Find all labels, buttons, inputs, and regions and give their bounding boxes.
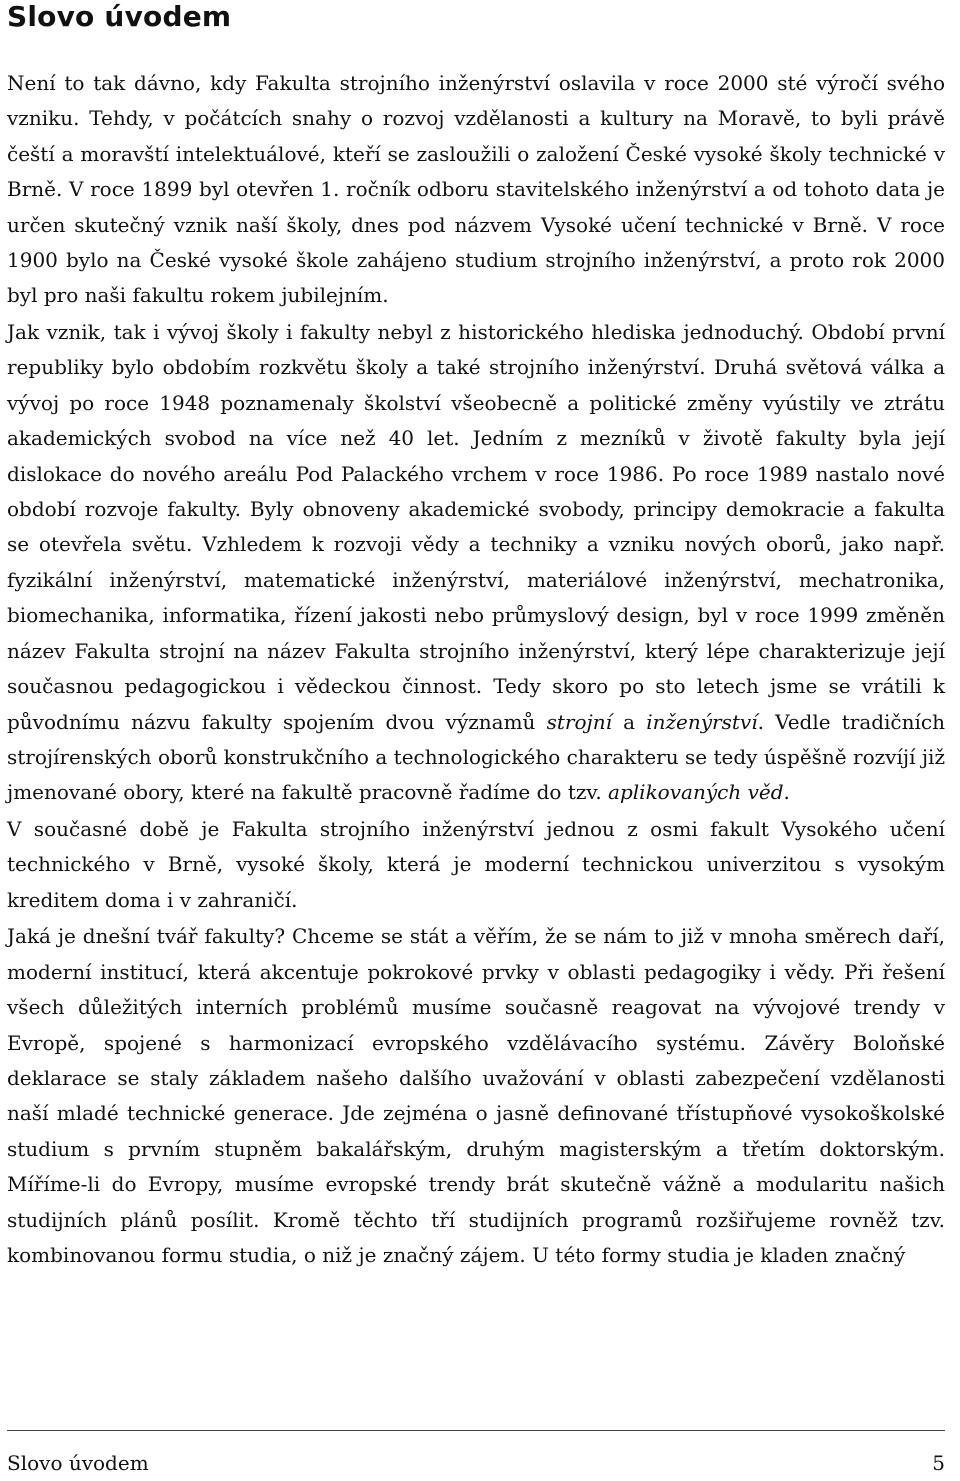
document-page: [7, 0, 945, 1481]
paragraph: [7, 315, 945, 811]
paragraph-text: a: [611, 709, 647, 734]
paragraph: [7, 919, 945, 1273]
paragraph-text: Jaká je dnešní tvář fakulty? Chceme se stát a věřím, že se nám to již v mnoha směrech daří, moderní institucí, která akcentuje pokrokové prvky v oblasti pedagogiky i vědy. Při řešení všech důležitých interních problémů musíme současně reagovat na vývojové trendy v Evropě, spojené s harmonizací evropského vzdělávacího systému. Závěry Boloňské deklarace se staly základem našeho dalšího uvažování v oblasti zabezpečení vzdělanosti naší mladé technické generace. Jde zejména o jasně definované třístupňové vysokoškolské studium s prvním stupněm bakalářským, druhým magisterským a třetím doktorským. Míříme-li do Evropy, musíme evropské trendy brát skutečně vážně a modularitu našich studijních plánů posílit. Kromě těchto tří studijních programů rozšiřujeme rovněž tzv. kombinovanou formu studia, o niž je značný zájem. U této formy studia je kladen značný: [7, 924, 945, 1267]
paragraph: [7, 812, 945, 918]
paragraph-text: Jak vznik, tak i vývoj školy i fakulty nebyl z historického hlediska jednoduchý. Období první republiky bylo obdobím rozkvětu školy a také strojního inženýrství. Druhá světová válka a vývoj po roce 1948 poznamenaly školství všeobecně a politické změny vyústily ve ztrátu akademických svobod na více než 40 let. Jedním z mezníků v životě fakulty byla její dislokace do nového areálu Pod Palackého vrchem v roce 1986. Po roce 1989 nastalo nové období rozvoje fakulty. Byly obnoveny akademické svobody, principy demokracie a fakulta se otevřela světu. Vzhledem k rozvoji vědy a techniky a vzniku nových oborů, jako např. fyzikální inženýrství, matematické inženýrství, materiálové inženýrství, mechatronika, biomechanika, informatika, řízení jakosti nebo průmyslový design, byl v roce 1999 změněn název Fakulta strojní na název Fakulta strojního inženýrství, který lépe charakterizuje její současnou pedagogickou i vědeckou činnost. Tedy skoro po sto letech jsme se vrátili k původnímu názvu fakulty spojením dvou významů: [7, 320, 945, 734]
paragraph-text: . Vedle tradičních strojírenských oborů konstrukčního a technologického charakteru se tedy úspěšně rozvíjí již jmenované obory, které na fakultě pracovně řadíme do tzv.: [7, 709, 945, 805]
emphasis-term: inženýrství: [646, 709, 758, 734]
emphasis-term: strojní: [546, 709, 612, 734]
footer-rule: [7, 1430, 945, 1431]
paragraph: [7, 66, 945, 314]
page-title: Slovo úvodem: [7, 0, 232, 33]
emphasis-term: aplikovaných věd: [608, 780, 784, 805]
footer-section-title: Slovo úvodem: [7, 1451, 149, 1475]
paragraph-text: V současné době je Fakulta strojního inženýrství jednou z osmi fakult Vysokého učení technického v Brně, vysoké školy, která je moderní technickou univerzitou s vysokým kreditem doma i v zahraničí.: [7, 816, 945, 912]
page-number: 5: [932, 1451, 945, 1475]
paragraph-text: Není to tak dávno, kdy Fakulta strojního inženýrství oslavila v roce 2000 sté výročí svého vzniku. Tehdy, v počátcích snahy o rozvoj vzdělanosti a kultury na Moravě, to byli právě čeští a moravští intelektuálové, kteří se zasloužili o založení České vysoké školy technické v Brně. V roce 1899 byl otevřen 1. ročník odboru stavitelského inženýrství a od tohoto data je určen skutečný vznik naší školy, dnes pod názvem Vysoké učení technické v Brně. V roce 1900 bylo na České vysoké škole zahájeno studium strojního inženýrství, a proto rok 2000 byl pro naši fakultu rokem jubilejním.: [7, 71, 945, 308]
body-text: [7, 66, 945, 1275]
paragraph-text: .: [783, 780, 790, 805]
